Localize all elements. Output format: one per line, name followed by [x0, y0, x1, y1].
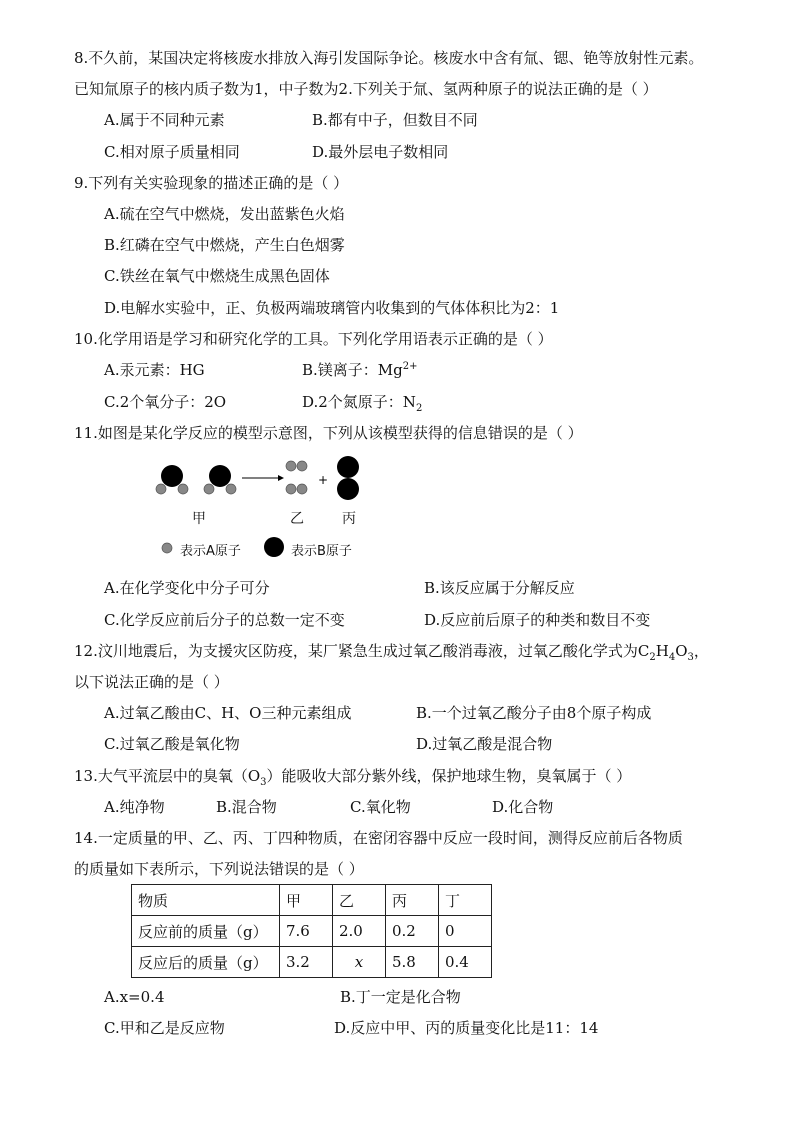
q8-option-d: D.最外层电子数相同	[312, 143, 449, 161]
q14-stem-line1: 14.一定质量的甲、乙、丙、丁四种物质，在密闭容器中反应一段时间，测得反应前后各物质	[74, 829, 683, 847]
q13-option-d: D.化合物	[492, 798, 554, 816]
table-cell: 反应前的质量（g）	[132, 916, 280, 947]
molecule-yi-2	[286, 484, 307, 494]
q12-stem-line2: 以下说法正确的是（ ）	[74, 673, 229, 691]
q14-option-b: B.丁一定是化合物	[340, 988, 461, 1006]
q14-option-d: D.反应中甲、丙的质量变化比是11：14	[334, 1019, 599, 1037]
q11-option-d: D.反应前后原子的种类和数目不变	[424, 611, 651, 629]
q14-stem-line2: 的质量如下表所示，下列说法错误的是（ ）	[74, 860, 364, 878]
molecule-jia-1	[156, 465, 188, 494]
q10-option-b: B.镁离子：$Mg^{2+}$	[302, 361, 418, 379]
q12-option-b: B.一个过氧乙酸分子由8个原子构成	[416, 704, 652, 722]
q9-stem: 9.下列有关实验现象的描述正确的是（ ）	[74, 174, 349, 192]
table-cell: 乙	[333, 885, 386, 916]
q12-option-a: A.过氧乙酸由C、H、O三种元素组成	[104, 704, 352, 722]
table-cell: 5.8	[386, 947, 439, 978]
table-cell: 物质	[132, 885, 280, 916]
legend-b-atom-icon	[264, 537, 284, 557]
q13-option-b: B.混合物	[216, 798, 277, 816]
q8-option-b: B.都有中子，但数目不同	[312, 111, 478, 129]
molecule-jia-2	[204, 465, 236, 494]
label-bing: 丙	[342, 511, 356, 527]
q9-option-a: A.硫在空气中燃烧，发出蓝紫色火焰	[104, 205, 345, 223]
table-cell: 2.0	[333, 916, 386, 947]
q9-option-b: B.红磷在空气中燃烧，产生白色烟雾	[104, 236, 345, 254]
table-cell: 7.6	[280, 916, 333, 947]
table-row	[132, 916, 492, 947]
q11-stem: 11.如图是某化学反应的模型示意图，下列从该模型获得的信息错误的是（ ）	[74, 424, 583, 442]
q13-stem: 13.大气平流层中的臭氧$(O_3)$能吸收大部分紫外线，保护地球生物，臭氧属于（ ）	[74, 767, 632, 788]
table-cell: 0	[439, 916, 492, 947]
q12-option-c: C.过氧乙酸是氧化物	[104, 735, 240, 753]
q9-option-d: D.电解水实验中，正、负极两端玻璃管内收集到的气体体积比为2：1	[104, 299, 560, 317]
legend-a-label: 表示A原子	[180, 544, 241, 559]
table-cell: 丙	[386, 885, 439, 916]
table-header-row	[132, 885, 492, 916]
q14-option-a: A.x=0.4	[104, 988, 165, 1006]
reaction-arrow	[242, 475, 284, 481]
q10-option-a: A.汞元素：HG	[104, 361, 205, 379]
legend-b-label: 表示B原子	[291, 544, 352, 559]
table-row	[132, 947, 492, 978]
table-cell: x	[333, 947, 386, 978]
q9-option-c: C.铁丝在氧气中燃烧生成黑色固体	[104, 267, 330, 285]
table-cell: 丁	[439, 885, 492, 916]
table-cell: 甲	[280, 885, 333, 916]
q14-option-c: C.甲和乙是反应物	[104, 1019, 225, 1037]
plus-sign: +	[318, 473, 329, 487]
q11-option-b: B.该反应属于分解反应	[424, 579, 575, 597]
q11-option-a: A.在化学变化中分子可分	[104, 579, 270, 597]
label-yi: 乙	[290, 511, 304, 527]
molecule-yi-1	[286, 461, 307, 471]
q13-option-a: A.纯净物	[104, 798, 165, 816]
q12-stem-line1: 12.汶川地震后，为支援灾区防疫，某厂紧急生成过氧乙酸消毒液，过氧乙酸化学式为$C_2H_4O_3$，	[74, 642, 709, 663]
q12-option-d: D.过氧乙酸是混合物	[416, 735, 553, 753]
table-cell: 3.2	[280, 947, 333, 978]
q10-stem: 10.化学用语是学习和研究化学的工具。下列化学用语表示正确的是（ ）	[74, 330, 553, 348]
q13-option-c: C.氧化物	[350, 798, 411, 816]
q10-option-d: D.2个氮原子：$N_2$	[302, 393, 423, 414]
legend-a-atom-icon	[162, 543, 172, 553]
mass-table	[131, 884, 492, 978]
table-cell: 0.4	[439, 947, 492, 978]
table-cell: 反应后的质量（g）	[132, 947, 280, 978]
table-cell: 0.2	[386, 916, 439, 947]
q8-stem-line1: 8.不久前，某国决定将核废水排放入海引发国际争论。核废水中含有氚、锶、铯等放射性元素。	[74, 49, 704, 67]
molecule-bing	[337, 456, 359, 500]
q8-option-c: C.相对原子质量相同	[104, 143, 240, 161]
q8-option-a: A.属于不同种元素	[104, 111, 225, 129]
label-jia: 甲	[192, 511, 206, 527]
q11-option-c: C.化学反应前后分子的总数一定不变	[104, 611, 345, 629]
q8-stem-line2: 已知氚原子的核内质子数为1，中子数为2.下列关于氚、氢两种原子的说法正确的是（ ）	[74, 80, 658, 98]
q10-option-c: C.2个氧分子：2O	[104, 393, 227, 411]
